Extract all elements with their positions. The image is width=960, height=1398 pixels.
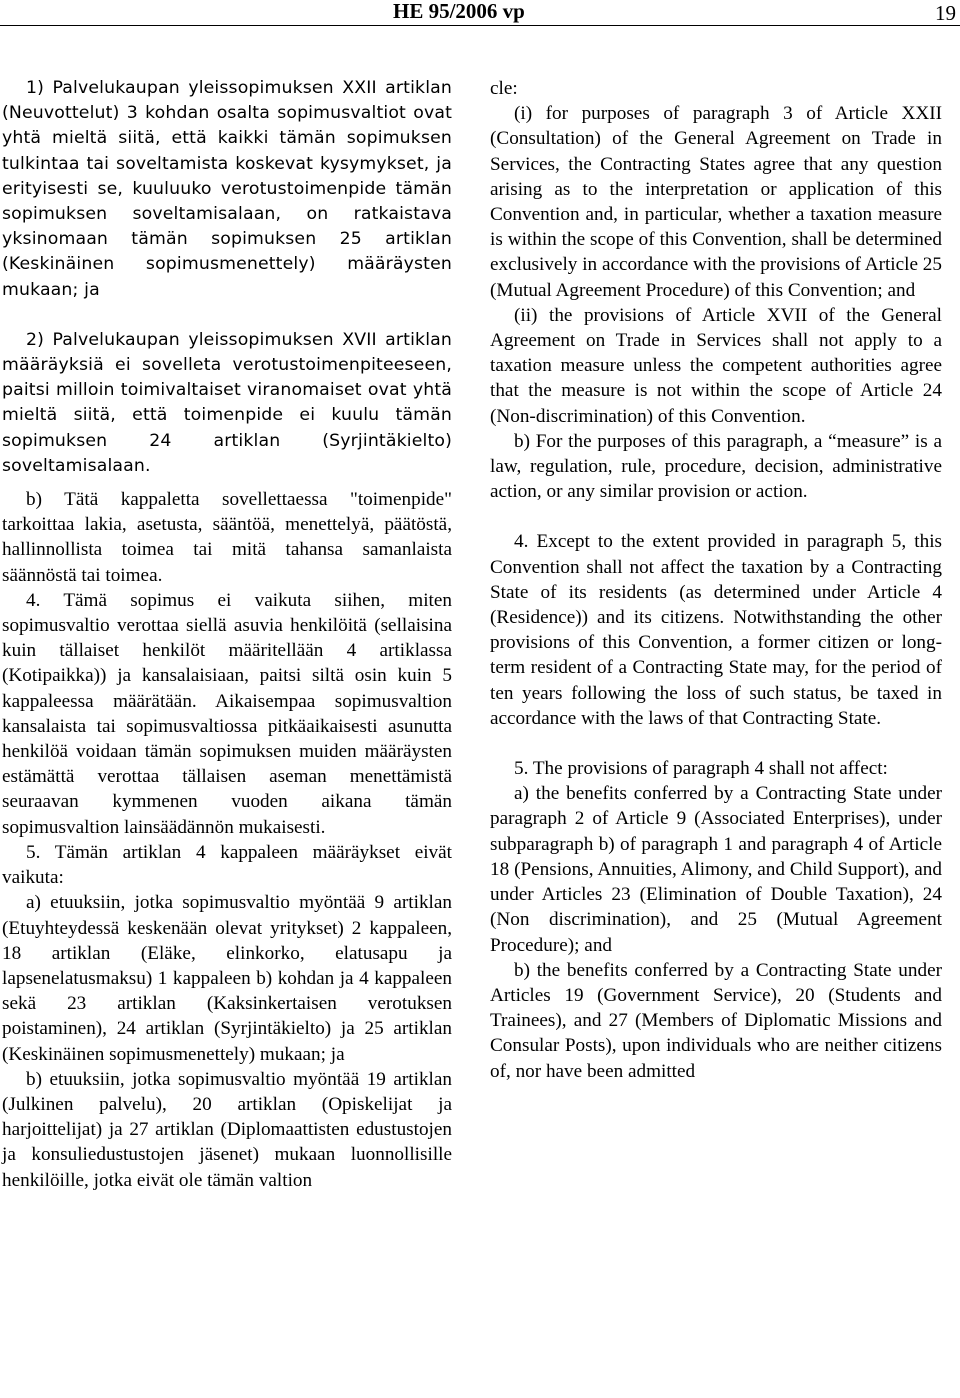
paragraph-spacer — [2, 479, 452, 487]
paragraph-5-english: 5. The provisions of paragraph 4 shall not affect: — [514, 758, 888, 780]
page-number: 19 — [935, 1, 956, 25]
paragraph-2-finnish: 2) Palvelukaupan yleissopimuksen XVII artiklan määräyksiä ei sovelleta verotustoimenpiteeseen, paitsi milloin toimivaltaiset viranomaiset ovat yhtä mieltä siitä, että toimenpide ei kuulu tämän sopimuksen 24 artiklan (Syrjintäkielto) soveltamisalaan. — [2, 329, 452, 476]
paragraph-5a-english: a) the benefits conferred by a Contracting State under paragraph 2 of Article 9 (Associated Enterprises), under subparagraph b) of paragraph 1 and paragraph 4 of Article 18 (Pensions, Annuities, Alimony, and Child Support), and under Articles 23 (Elimination of Double Taxation), 24 (Non discrimination), and 25 (Mutual Agreement Procedure); and — [490, 783, 942, 956]
page-header — [0, 0, 960, 24]
paragraph-5b-finnish: b) etuuksiin, jotka sopimusvaltio myöntää 19 artiklan (Julkinen palvelu), 20 artiklan (Opiskelijat ja harjoittelijat) ja 27 artiklan (Diplomaattisten edustustojen ja konsuliedustustojen jäsenet) mukaan luonnollisille henkilöille, jotka eivät ole tämän valtion — [2, 1068, 452, 1191]
paragraph-spacer — [490, 504, 942, 529]
paragraph-4-finnish: 4. Tämä sopimus ei vaikuta siihen, miten sopimusvaltio verottaa siellä asuvia henkilöitä (sellaisina kuin tällaiset henkilöt määritellään 4 artiklassa (Kotipaikka)) ja kansalaisiaan, paitsi siltä osin kuin 5 kappaleessa määrätään. Aikaisempaa sopimusvaltion kansalaista tai sopimusvaltiossa pitkäaikaisesti asunutta henkilöä voidaan tämän sopimuksen muiden määräysten estämättä verottaa tällaisen aseman menettämistä seuraavan kymmenen vuoden aikana tämän sopimusvaltion lainsäädännön mukaisesti. — [2, 589, 452, 838]
paragraph-2-english: (ii) the provisions of Article XVII of the General Agreement on Trade in Services shall not apply to a taxation measure unless the competent authorities agree that the measure is not within the scope of Article 24 (Non-discrimination) of this Convention. — [490, 304, 942, 427]
finnish-text-column — [2, 76, 452, 1193]
paragraph-1-english: (i) for purposes of paragraph 3 of Article XXII (Consultation) of the General Agreement on Trade in Services, the Contracting States agree that any question arising as to the interpretation or application of this Convention and, in particular, whether a taxation measure is within the scope of this Convention, shall be determined exclusively in accordance with the provisions of Article 25 (Mutual Agreement Procedure) of this Convention; and — [490, 103, 942, 301]
paragraph-5-finnish: 5. Tämän artiklan 4 kappaleen määräykset eivät vaikuta: — [2, 841, 452, 889]
paragraph-5a-finnish: a) etuuksiin, jotka sopimusvaltio myöntää 9 artiklan (Etuyhteydessä keskenään olevat yritykset) 2 kappaleen, 18 artiklan (Eläke, elinkorko, elatusapu ja lapsenelatusmaksu) 1 kappaleen b) kohdan ja 4 kappaleen sekä 23 artiklan (Kaksinkertaisen verotuksen poistaminen), 24 artiklan (Syrjintäkielto) ja 25 artiklan (Keskinäinen sopimusmenettely) mukaan; ja — [2, 892, 452, 1065]
article-continuation: cle: — [490, 78, 518, 99]
paragraph-4-english: 4. Except to the extent provided in paragraph 5, this Convention shall not affect the taxation by a Contracting State of its residents (as determined under Article 4 (Residence)) and its citizens. Notwithstanding the other provisions of this Convention, a former citizen or long-term resident of a Contracting State may, for the period of ten years following the loss of such status, be taxed in accordance with the laws of that Contracting State. — [490, 531, 942, 729]
document-title: HE 95/2006 vp — [393, 0, 525, 23]
english-text-column — [490, 76, 942, 1084]
paragraph-1-finnish: 1) Palvelukaupan yleissopimuksen XXII artiklan (Neuvottelut) 3 kohdan osalta sopimusvaltiot ovat yhtä mieltä siitä, että kaikki tämän sopimuksen tulkintaa tai soveltamista koskevat kysymykset, ja erityisesti se, kuuluuko verotustoimenpide tämän sopimuksen soveltamisalaan, on ratkaistava yksinomaan tämän sopimuksen 25 artiklan (Keskinäinen sopimusmenettely) määräysten mukaan; ja — [2, 78, 452, 300]
paragraph-spacer — [2, 303, 452, 328]
paragraph-b-finnish: b) Tätä kappaletta sovellettaessa "toimenpide" tarkoittaa lakia, asetusta, sääntöä, menettelyä, päätöstä, hallinnollista toimea tai mitä tahansa samanlaista säännöstä tai toimea. — [2, 489, 452, 586]
paragraph-5b-english: b) the benefits conferred by a Contracting State under Articles 19 (Government Service), 20 (Students and Trainees), and 27 (Members of Diplomatic Missions and Consular Posts), upon individuals who are neither citizens of, nor have been admitted — [490, 959, 942, 1082]
paragraph-b-english: b) For the purposes of this paragraph, a “measure” is a law, regulation, rule, procedure, decision, administrative action, or any similar provision or action. — [490, 430, 942, 503]
paragraph-spacer — [490, 731, 942, 756]
header-divider — [0, 25, 960, 26]
